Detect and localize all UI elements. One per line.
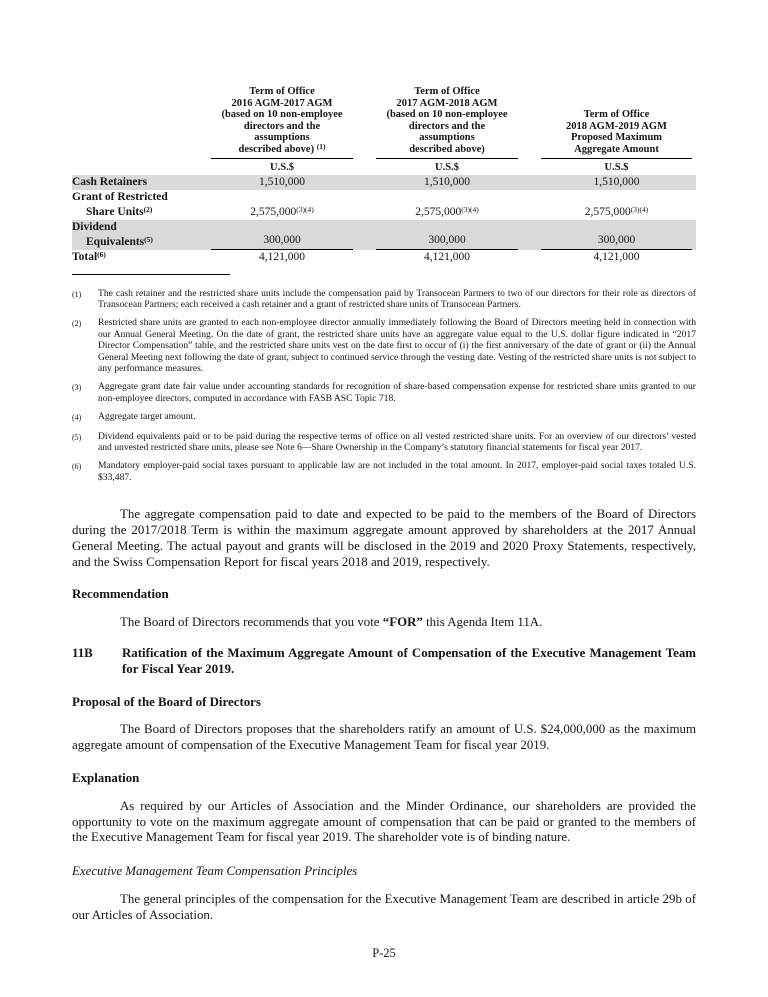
cell-value: 300,000 <box>541 233 692 250</box>
cell-value: 1,510,000 <box>259 175 305 188</box>
footnote-ref-3-4: (3)(4) <box>630 204 649 214</box>
header-line: 2016 AGM-2017 AGM <box>231 97 333 109</box>
row-label: Cash Retainers <box>72 175 148 188</box>
cell-value: $2,575,000^{(3)(4)}$ <box>250 204 314 218</box>
footnote-text: Restricted share units are granted to each non-employee director annually immediately following the Board of Directors meeting held in connection with our Annual General Meeting. On the date of grant, the restricted share units have an aggregate value equal to the U.S. dollar figure indicated in “2017 Director Compensation” table, and the restricted share units vest on the date first to occur of (i) the first anniversary of the date of grant or (ii) the Annual General Meeting next following the date of grant, subject to continued service through the vesting date. Vesting of the restricted share units is not subject to any performance measures. <box>98 317 696 374</box>
table-header-col-2016-2017 <box>207 86 357 159</box>
cell-value: 1,510,000 <box>593 175 640 188</box>
header-line: directors and the <box>243 120 321 132</box>
vote-for-emphasis: “FOR” <box>382 615 423 630</box>
row-label-line2: Equivalents$^{(5)}$ <box>86 234 153 248</box>
table-header-col-2018-2019 <box>537 86 696 159</box>
row-label: Total$^{(6)}$ <box>72 249 106 263</box>
footnotes-section <box>72 288 696 484</box>
page-number: P-25 <box>372 946 396 960</box>
table-row-total <box>72 250 696 265</box>
footnote-ref-3-4: (3)(4) <box>461 204 479 214</box>
currency-label: U.S.$ <box>270 161 294 173</box>
page-content <box>72 86 696 924</box>
header-line: assumptions <box>254 132 310 144</box>
header-line: (based on 10 non-employee <box>386 109 508 121</box>
table-header-col-2017-2018 <box>372 86 522 159</box>
body-section <box>72 507 696 923</box>
footnote-2 <box>72 317 696 374</box>
heading-compensation-principles: Executive Management Team Compensation Principles <box>72 864 358 879</box>
footnote-3 <box>72 381 696 404</box>
footnote-text: Dividend equivalents paid or to be paid during the respective terms of office on all vested restricted share units. For an overview of our directors’ vested and unvested restricted share units, please see Note 6—Share Ownership in the Company’s statutory financial statements for fiscal year 2017. <box>98 430 696 454</box>
heading-explanation: Explanation <box>72 771 140 786</box>
footnote-ref-2: (2) <box>143 204 153 214</box>
currency-label: U.S.$ <box>604 161 629 173</box>
table-row-restricted-share-units <box>72 190 696 220</box>
heading-recommendation: Recommendation <box>72 587 169 602</box>
header-line: Term of Office <box>249 86 315 97</box>
footnote-ref-6: (6) <box>97 249 106 259</box>
footnote-text: Mandatory employer-paid social taxes pursuant to applicable law are not included in the total amount. In 2017, employer-paid social taxes totaled U.S. $33,487. <box>98 460 696 483</box>
header-line: assumptions <box>419 132 475 144</box>
table-header-row <box>72 86 696 159</box>
cell-value: 1,510,000 <box>424 175 470 188</box>
footnote-divider <box>72 274 230 275</box>
footnote-text: Aggregate target amount. <box>98 411 196 423</box>
paragraph-principles: The general principles of the compensation for the Executive Management Team are described in article 29b of our Articles of Association. <box>72 892 696 922</box>
table-header-empty-cell <box>72 86 192 159</box>
row-label-line2: Share Units$^{(2)}$ <box>86 204 153 218</box>
header-line: Aggregate Amount <box>574 143 659 155</box>
agenda-item-11b <box>72 646 696 678</box>
footnote-ref-3-4: (3)(4) <box>296 204 314 214</box>
cell-value: 300,000 <box>376 233 518 250</box>
paragraph-recommendation: The Board of Directors recommends that you vote “FOR” this Agenda Item 11A. <box>120 615 543 630</box>
cell-value: $2,575,000^{(3)(4)}$ <box>415 204 479 218</box>
paragraph-proposal: The Board of Directors proposes that the shareholders ratify an amount of U.S. $24,000,000 as the maximum aggregate amount of compensation of the Executive Management Team for fiscal year 2019. <box>72 722 696 753</box>
paragraph-aggregate-compensation: The aggregate compensation paid to date and expected to be paid to the members of the Board of Directors during the 2017/2018 Term is within the maximum aggregate amount approved by shareholders at the 2017 Annual General Meeting. The actual payout and grants will be disclosed in the 2019 and 2020 Proxy Statements, respectively, and the Swiss Compensation Report for fiscal years 2018 and 2019, respectively. <box>72 507 696 569</box>
header-line: directors and the <box>408 120 486 132</box>
table-currency-row <box>72 159 696 175</box>
cell-value: 4,121,000 <box>593 250 640 263</box>
row-label-line1: Dividend <box>72 220 117 233</box>
header-line: Term of Office <box>583 109 650 121</box>
footnote-6 <box>72 460 696 483</box>
footnote-marker: (2) <box>72 319 82 329</box>
header-line: 2017 AGM-2018 AGM <box>396 97 498 109</box>
row-label-line1: Grant of Restricted <box>72 190 168 203</box>
footnote-marker: (6) <box>72 462 82 472</box>
footnote-4 <box>72 411 696 423</box>
header-line: described above) $^{(1)}$ <box>238 141 326 155</box>
cell-value: 300,000 <box>211 233 353 250</box>
footnote-ref-5: (5) <box>144 234 153 244</box>
footnote-marker: (4) <box>72 413 82 423</box>
paragraph-explanation: As required by our Articles of Association and the Minder Ordinance, our shareholders are provided the opportunity to vote on the maximum aggregate amount of compensation that can be paid or granted to the members of the Executive Management Team for fiscal year 2019. The shareholder vote is of binding nature. <box>72 798 696 845</box>
cell-value: $2,575,000^{(3)(4)}$ <box>584 204 649 218</box>
header-line: Proposed Maximum <box>570 132 663 144</box>
table-row-cash-retainers <box>72 175 696 190</box>
header-line: Term of Office <box>414 86 480 97</box>
heading-proposal: Proposal of the Board of Directors <box>72 694 261 709</box>
agenda-item-number: 11B <box>72 646 93 661</box>
table-row-dividend-equivalents <box>72 220 696 250</box>
footnote-marker: (3) <box>72 383 82 393</box>
cell-value: 4,121,000 <box>259 250 305 263</box>
agenda-item-title: Ratification of the Maximum Aggregate Amount of Compensation of the Executive Management Team for Fiscal Year 2019. <box>122 646 696 676</box>
header-line: described above) <box>409 143 485 155</box>
header-line: 2018 AGM-2019 AGM <box>566 120 667 132</box>
footnote-5 <box>72 431 696 454</box>
footnote-1 <box>72 288 696 311</box>
director-compensation-table <box>72 86 696 265</box>
header-line: (based on 10 non-employee <box>221 109 343 121</box>
currency-label: U.S.$ <box>435 161 459 173</box>
footnote-text: The cash retainer and the restricted share units include the compensation paid by Transocean Partners to two of our directors for their role as directors of Transocean Partners; each received a cash retainer and a grant of restricted share units of Transocean Partners. <box>98 287 696 310</box>
footnote-text: Aggregate grant date fair value under accounting standards for recognition of share-based compensation expense for restricted share units granted to our non-employee directors, computed in accordance with FASB ASC Topic 718. <box>98 381 696 404</box>
footnote-ref-1: (1) <box>316 141 326 151</box>
cell-value: 4,121,000 <box>424 250 470 263</box>
footnote-marker: (5) <box>72 432 82 442</box>
footnote-marker: (1) <box>72 289 82 299</box>
